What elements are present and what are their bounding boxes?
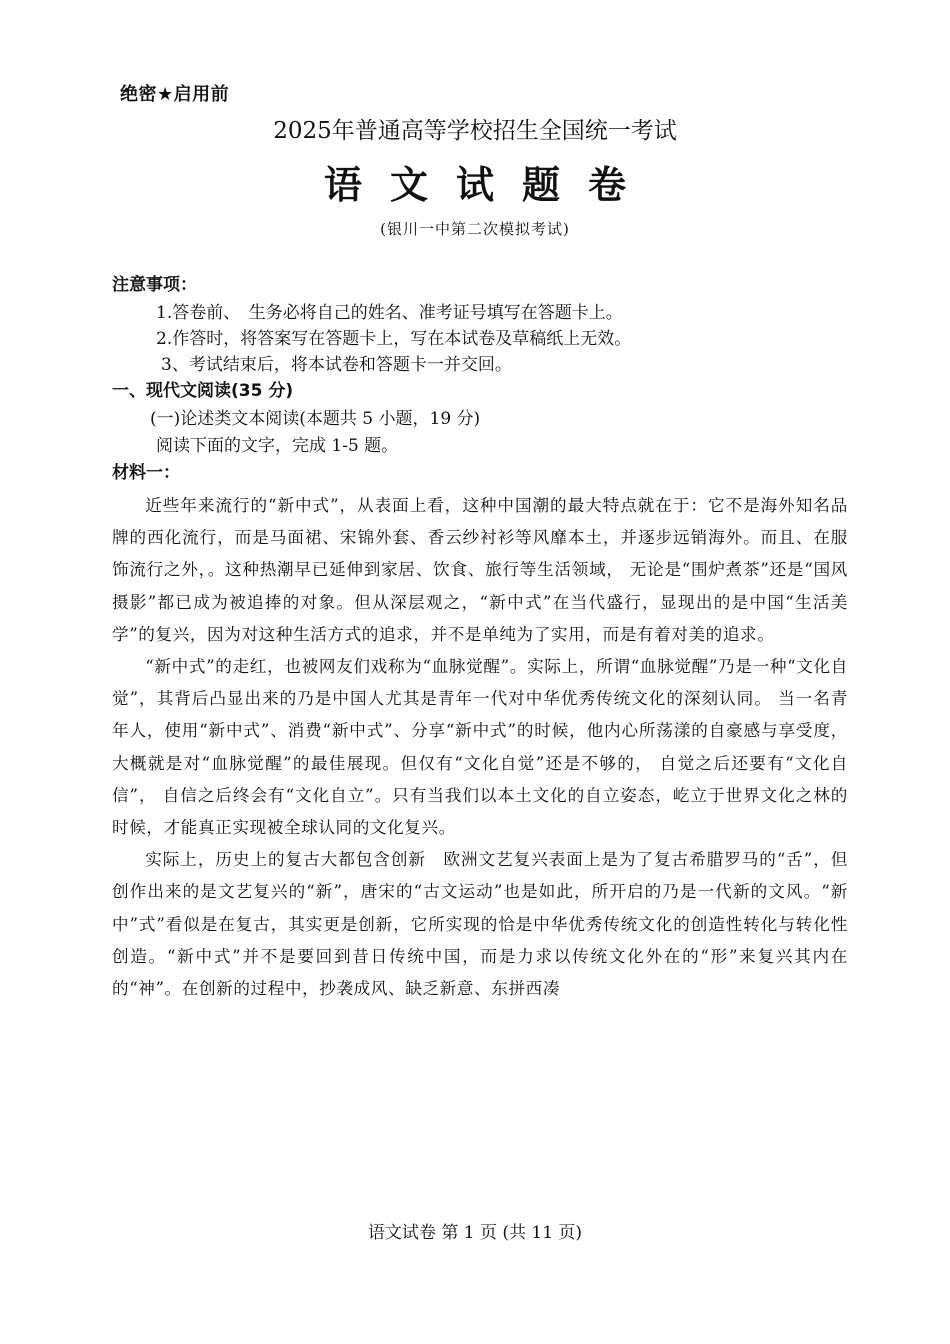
body-paragraph: 近些年来流行的“新中式”，从表面上看，这种中国潮的最大特点就在于：它不是海外知名品牌的西化流行，而是马面裙、宋锦外套、香云纱衬衫等风靡本土，并逐步远销海外。而且、在服饰流行之外，。这种热潮早已延伸到家居、饮食、旅行等生活领域， 无论是“围炉煮茶”还是“国风摄影”都已成为被追捧的对象。但从深层观之，“新中式”在当代盛行，显现出的是中国“生活美学”的复兴，因为对这种生活方式的追求，并不是单纯为了实用，而是有着对美的追求。 (112, 496, 848, 644)
notice-item: 2.作答时，将答案写在答题卡上，写在本试卷及草稿纸上无效。 (156, 329, 632, 349)
section-heading: 一、现代文阅读(35 分) (112, 381, 294, 401)
notice-item: 3、考试结束后，将本试卷和答题卡一并交回。 (161, 355, 512, 375)
sub-section-heading: (一)论述类文本阅读(本题共 5 小题，19 分) (150, 409, 481, 429)
notice-item: 1.答卷前、 生务必将自己的姓名、准考证号填写在答题卡上。 (156, 303, 623, 323)
body-paragraph: “新中式”的走红，也被网友们戏称为“血脉觉醒”。实际上，所谓“血脉觉醒”乃是一种“文化自觉”，其背后凸显出来的乃是中国人尤其是青年一代对中华优秀传统文化的深刻认同。 当一名青年人，使用“新中式”、消费“新中式”、分享“新中式”的时候，他内心所荡漾的自豪感与享受度，大概就是对“血脉觉醒”的最佳展现。但仅有“文化自觉”还是不够的， 自觉之后还要有“文化自信”， 自信之后终会有“文化自立”。只有当我们以本土文化的自立姿态，屹立于世界文化之林的时候，才能真正实现被全球认同的文化复兴。 (112, 657, 848, 838)
material-heading: 材料一： (112, 463, 180, 483)
reading-instruction: 阅读下面的文字，完成 1-5 题。 (156, 436, 399, 456)
page-footer: 语文试卷 第 1 页 (共 11 页) (367, 1223, 583, 1243)
body-paragraph: 实际上，历史上的复古大都包含创新 欧洲文艺复兴表面上是为了复古希腊罗马的“舌”，但创作出来的是文艺复兴的“新”，唐宋的“古文运动”也是如此，所开启的乃是一代新的文风。“新中”式”看似是在复古，其实更是创新，它所实现的恰是中华优秀传统文化的创造性转化与转化性创造。“新中式”并不是要回到昔日传统中国，而是力求以传统文化外在的“形”来复兴其内在的“神”。在创新的过程中，抄袭成风、缺乏新意、东拼西凑 (112, 850, 848, 999)
exam-title: 2025年普通高等学校招生全国统一考试 (273, 118, 677, 144)
page-title: 语文试题卷 (323, 162, 654, 207)
material-body (112, 490, 848, 1005)
notice-heading: 注意事项： (112, 275, 197, 295)
exam-subtitle: (银川一中第二次模拟考试) (380, 220, 570, 238)
confidential-label: 绝密★启用前 (120, 84, 230, 105)
